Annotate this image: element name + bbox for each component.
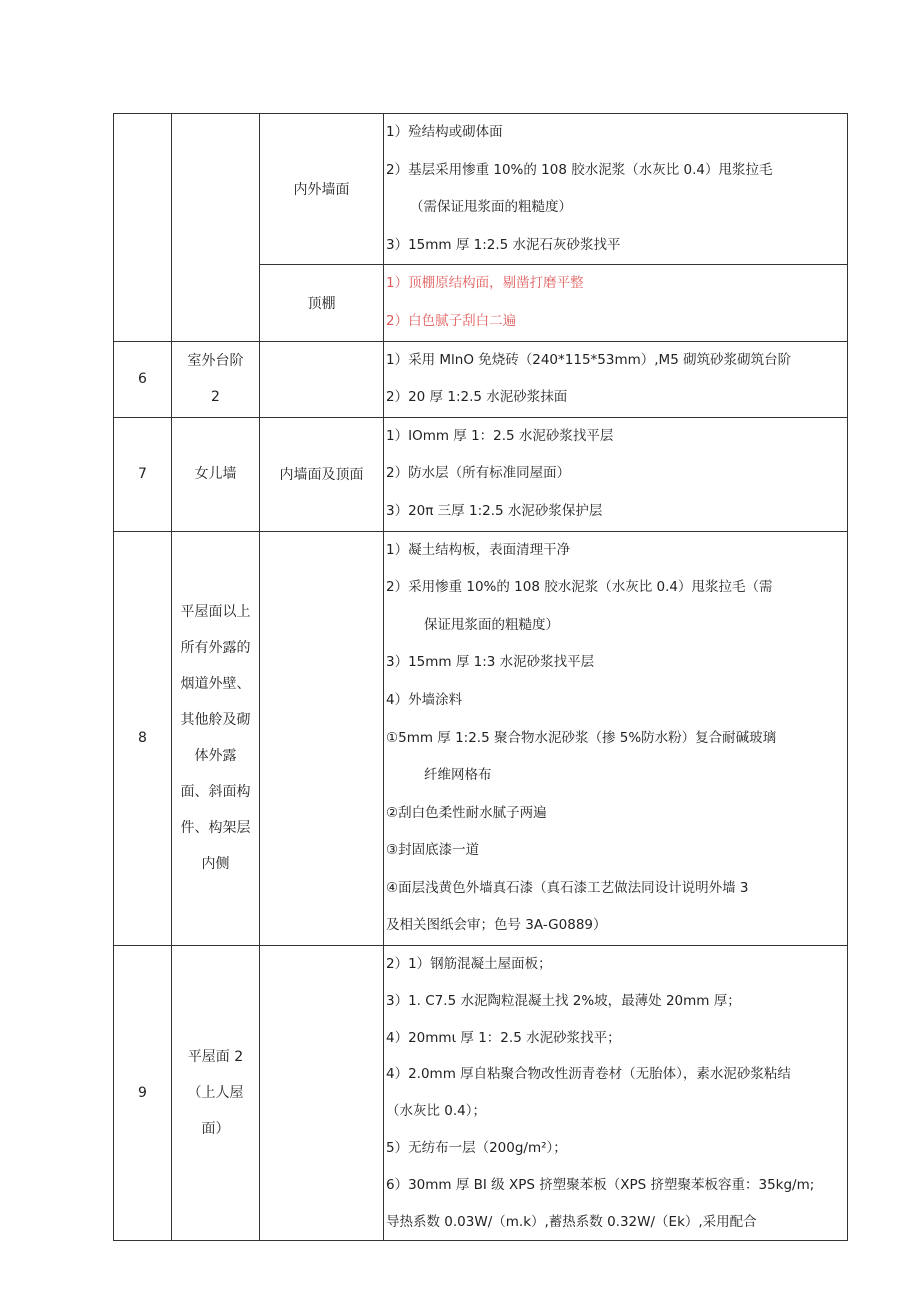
item-name-line: 2	[211, 389, 220, 406]
description-line: 2）白色腻子刮白二遍	[386, 312, 517, 329]
description-cell	[384, 114, 848, 265]
item-name-line: 所有外露的	[180, 640, 251, 657]
item-name-line: 体外露	[194, 748, 237, 765]
description-line: 1）采用 MlnO 免烧砖（240*115*53mm）,M5 砌筑砂浆砌筑台阶	[386, 351, 792, 368]
item-name-line: 内侧	[201, 856, 230, 873]
item-name-cell	[172, 114, 260, 342]
table-row	[114, 417, 848, 531]
item-name-cell	[172, 341, 260, 417]
part-cell: 内墙面及顶面	[260, 417, 384, 531]
row-number-cell: 9	[114, 946, 172, 1241]
item-name-line: （上人屋	[187, 1085, 244, 1102]
description-line: 及相关图纸会审；色号 3A-G0889）	[386, 917, 607, 934]
item-name-line: 件、构架层	[180, 820, 251, 837]
description-line: 2）基层采用惨重 10%的 108 胶水泥浆（水灰比 0.4）甩浆拉毛	[386, 161, 773, 178]
description-cell	[384, 265, 848, 341]
description-line: 保证甩浆面的粗糙度）	[424, 616, 559, 633]
description-line: 6）30mm 厚 BI 级 XPS 挤塑聚苯板（XPS 挤塑聚苯板容重：35kg∕m;	[386, 1176, 815, 1193]
description-line: 4）2.0mm 厚自粘聚合物改性沥青卷材（无胎体），素水泥砂浆粘结	[386, 1066, 791, 1083]
description-line: ①5mm 厚 1:2.5 聚合物水泥砂浆（掺 5%防水粉）复合耐碱玻璃	[386, 729, 777, 746]
description-line: 3）1. C7.5 水泥陶粒混凝土找 2%坡，最薄处 20mm 厚；	[386, 992, 741, 1009]
description-line: 3）15mm 厚 1:2.5 水泥石灰砂浆找平	[386, 236, 621, 253]
row-number-cell: 8	[114, 531, 172, 946]
description-line: 1）IOmm 厚 1：2.5 水泥砂浆找平层	[386, 427, 614, 444]
description-cell	[384, 417, 848, 531]
description-cell	[384, 946, 848, 1241]
item-name-line: 室外台阶	[187, 353, 244, 370]
description-line: 1）凝土结构板，表面清理干净	[386, 541, 571, 558]
part-cell	[260, 946, 384, 1241]
table-row	[114, 341, 848, 417]
description-line: 2）20 厚 1:2.5 水泥砂浆抹面	[386, 389, 568, 406]
description-line: ③封固底漆一道	[386, 842, 480, 859]
table-row	[114, 946, 848, 1241]
description-line: 5）无纺布一层（200g∕m²）；	[386, 1140, 567, 1157]
item-name-cell	[172, 946, 260, 1241]
description-line: ④面层浅黄色外墙真石漆（真石漆工艺做法同设计说明外墙 3	[386, 879, 749, 896]
part-cell: 内外墙面	[260, 114, 384, 265]
item-name-cell	[172, 531, 260, 946]
item-name-line: 面、斜面构	[180, 784, 251, 801]
description-line: 4）20mmι 厚 1：2.5 水泥砂浆找平；	[386, 1029, 621, 1046]
row-number-cell: 7	[114, 417, 172, 531]
description-cell	[384, 531, 848, 946]
item-name-line: 平屋面以上	[180, 604, 251, 621]
table-row	[114, 531, 848, 946]
description-line: 3）20π 三厚 1:2.5 水泥砂浆保护层	[386, 502, 603, 519]
row-number-cell: 6	[114, 341, 172, 417]
description-line: 2）防水层（所有标准同屋面）	[386, 465, 571, 482]
item-name-line: 面）	[201, 1121, 230, 1138]
item-name-line: 烟道外壁、	[180, 676, 251, 693]
description-line: 3）15mm 厚 1:3 水泥砂浆找平层	[386, 654, 595, 671]
part-cell	[260, 531, 384, 946]
part-cell: 顶棚	[260, 265, 384, 341]
item-name-cell	[172, 417, 260, 531]
description-line: （需保证甩浆面的粗糙度）	[410, 199, 572, 216]
item-name-line: 其他舲及砌	[180, 712, 251, 729]
description-line: 2）采用惨重 10%的 108 胶水泥浆（水灰比 0.4）甩浆拉毛（需	[386, 579, 773, 596]
item-name-line: 平屋面 2	[187, 1049, 244, 1066]
description-line: 2）1）钢筋混凝土屋面板；	[386, 956, 552, 973]
description-line: 4）外墙涂料	[386, 691, 463, 708]
description-line: （水灰比 0.4）；	[386, 1103, 487, 1120]
table-row	[114, 114, 848, 265]
description-line: ②刮白色柔性耐水腻子两遍	[386, 804, 547, 821]
description-line: 1）殓结构或砌体面	[386, 124, 503, 140]
item-name-line: 女儿墙	[194, 466, 237, 483]
description-line: 导热系数 0.03W∕（m.k）,蓄热系数 0.32W∕（Ek）,采用配合	[386, 1213, 757, 1230]
description-line: 1）顶棚原结构面，剔凿打磨平整	[386, 275, 584, 292]
description-line: 纤维网格布	[424, 767, 492, 784]
row-number-cell	[114, 114, 172, 342]
construction-spec-table	[113, 113, 848, 1241]
description-cell	[384, 341, 848, 417]
part-cell	[260, 341, 384, 417]
